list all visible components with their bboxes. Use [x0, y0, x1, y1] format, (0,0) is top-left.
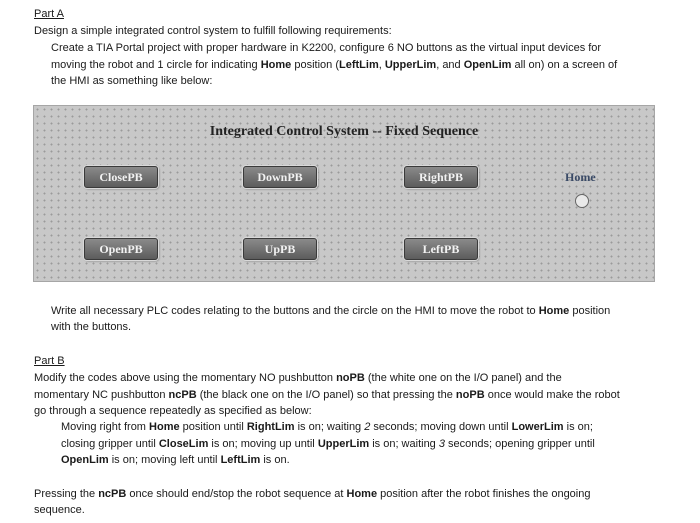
- part-a-heading: Part A: [34, 8, 64, 20]
- sequence-line-1: Moving right from Home position until RightLim is on; waiting 2 seconds; moving down until LowerLim is on;: [61, 421, 593, 433]
- home-label: Home: [565, 170, 596, 184]
- part-b-line-1: Modify the codes above using the momentary NO pushbutton noPB (the white one on the I/O panel) and the: [34, 372, 562, 384]
- left-pb-button[interactable]: LeftPB: [404, 238, 478, 260]
- part-a-requirement-line-1: Create a TIA Portal project with proper hardware in K2200, configure 6 NO buttons as the virtual input devices for: [51, 42, 602, 54]
- part-b-stop-line-2: sequence.: [34, 504, 85, 516]
- sequence-line-3: OpenLim is on; moving left until LeftLim is on.: [61, 454, 290, 466]
- up-pb-button[interactable]: UpPB: [243, 238, 317, 260]
- hmi-screen-mockup: [33, 105, 655, 282]
- close-pb-button[interactable]: ClosePB: [84, 166, 158, 188]
- home-indicator-circle: [575, 194, 589, 208]
- sequence-line-2: closing gripper until CloseLim is on; moving up until UpperLim is on; waiting 3 seconds; opening gripper until: [61, 438, 595, 450]
- part-a-requirement-line-2: moving the robot and 1 circle for indicating Home position (LeftLim, UpperLim, and OpenLim all on) on a screen of: [51, 59, 618, 71]
- part-b-heading: Part B: [34, 355, 65, 367]
- part-b-line-2: momentary NC pushbutton ncPB (the black one on the I/O panel) so that pressing the noPB once would make the robot: [34, 389, 620, 401]
- part-a-intro: Design a simple integrated control system to fulfill following requirements:: [34, 25, 392, 37]
- right-pb-button[interactable]: RightPB: [404, 166, 478, 188]
- part-a-write-line-1: Write all necessary PLC codes relating to the buttons and the circle on the HMI to move the robot to Home position: [51, 305, 611, 317]
- part-a-write-line-2: with the buttons.: [51, 321, 132, 333]
- hmi-title: Integrated Control System -- Fixed Sequence: [209, 124, 479, 139]
- part-a-requirement-line-3: the HMI as something like below:: [51, 75, 213, 87]
- down-pb-button[interactable]: DownPB: [243, 166, 317, 188]
- open-pb-button[interactable]: OpenPB: [84, 238, 158, 260]
- part-b-line-3: go through a sequence repeatedly as specified as below:: [34, 405, 312, 417]
- part-b-stop-line-1: Pressing the ncPB once should end/stop the robot sequence at Home position after the robot finishes the ongoing: [34, 488, 591, 500]
